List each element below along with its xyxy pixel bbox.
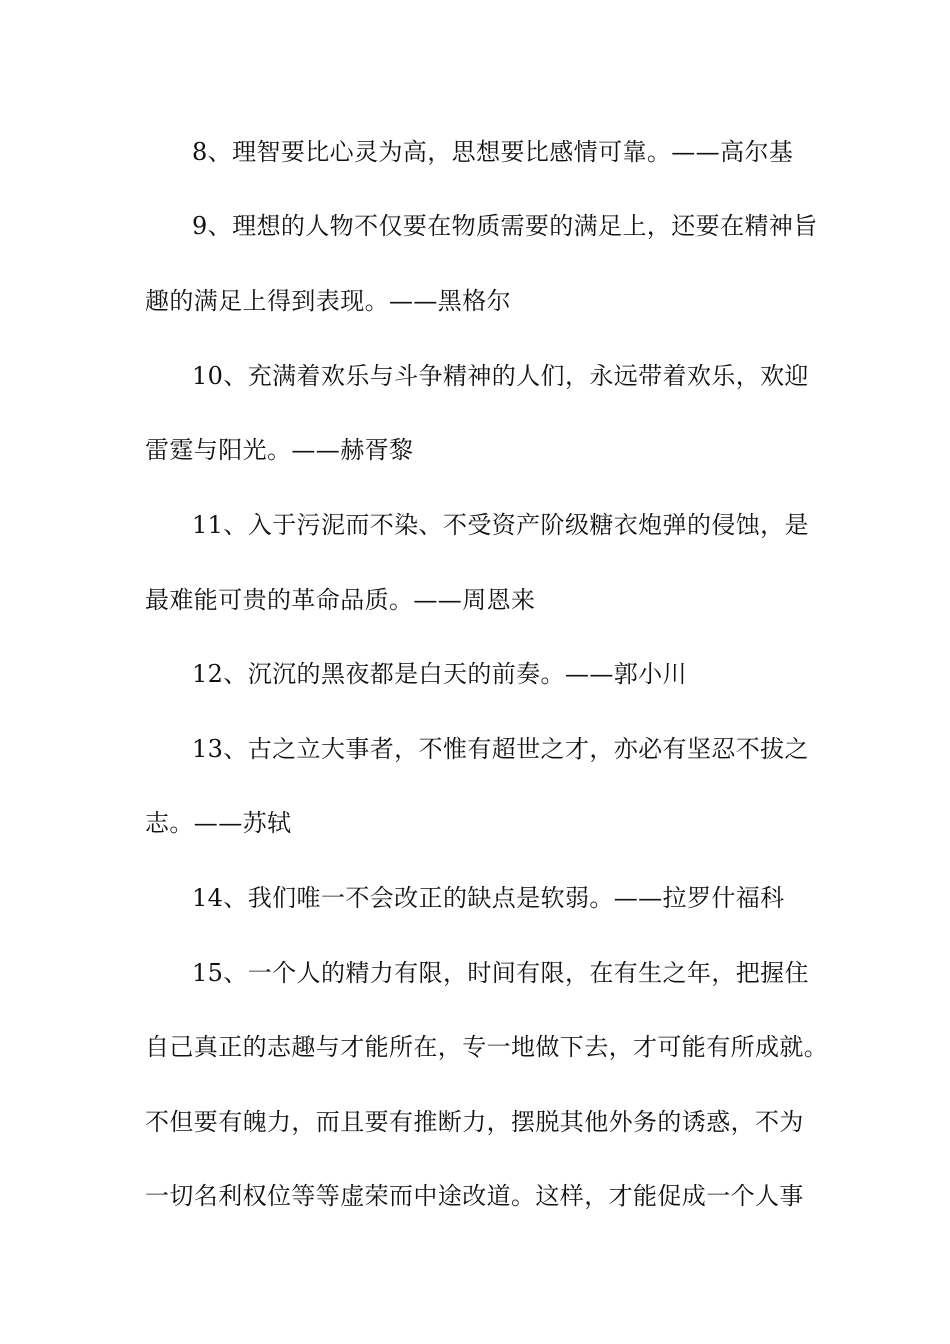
quote-13-line-2: 志。——苏轼 (145, 809, 292, 837)
quote-11-line-2: 最难能可贵的革命品质。——周恩来 (145, 586, 536, 614)
quote-15-line-2: 自己真正的志趣与才能所在，专一地做下去，才可能有所成就。 (145, 1033, 829, 1061)
quote-13-line-1: 13、古之立大事者，不惟有超世之才，亦必有坚忍不拔之 (192, 735, 809, 763)
quote-10-line-1: 10、充满着欢乐与斗争精神的人们，永远带着欢乐，欢迎 (192, 362, 809, 390)
quote-14-line-1: 14、我们唯一不会改正的缺点是软弱。——拉罗什福科 (192, 884, 785, 912)
quote-9-line-2: 趣的满足上得到表现。——黑格尔 (145, 287, 511, 315)
quote-9-line-1: 9、理想的人物不仅要在物质需要的满足上，还要在精神旨 (192, 212, 818, 240)
quote-10-line-2: 雷霆与阳光。——赫胥黎 (145, 436, 414, 464)
quote-15-line-4: 一切名利权位等等虚荣而中途改道。这样，才能促成一个人事 (145, 1182, 804, 1210)
quote-15-line-3: 不但要有魄力，而且要有推断力，摆脱其他外务的诱惑，不为 (145, 1108, 804, 1136)
quote-8-line-1: 8、理智要比心灵为高，思想要比感情可靠。——高尔基 (192, 138, 794, 166)
quote-12-line-1: 12、沉沉的黑夜都是白天的前奏。——郭小川 (192, 660, 687, 688)
quote-15-line-1: 15、一个人的精力有限，时间有限，在有生之年，把握住 (192, 959, 809, 987)
quote-11-line-1: 11、入于污泥而不染、不受资产阶级糖衣炮弹的侵蚀，是 (192, 511, 809, 539)
